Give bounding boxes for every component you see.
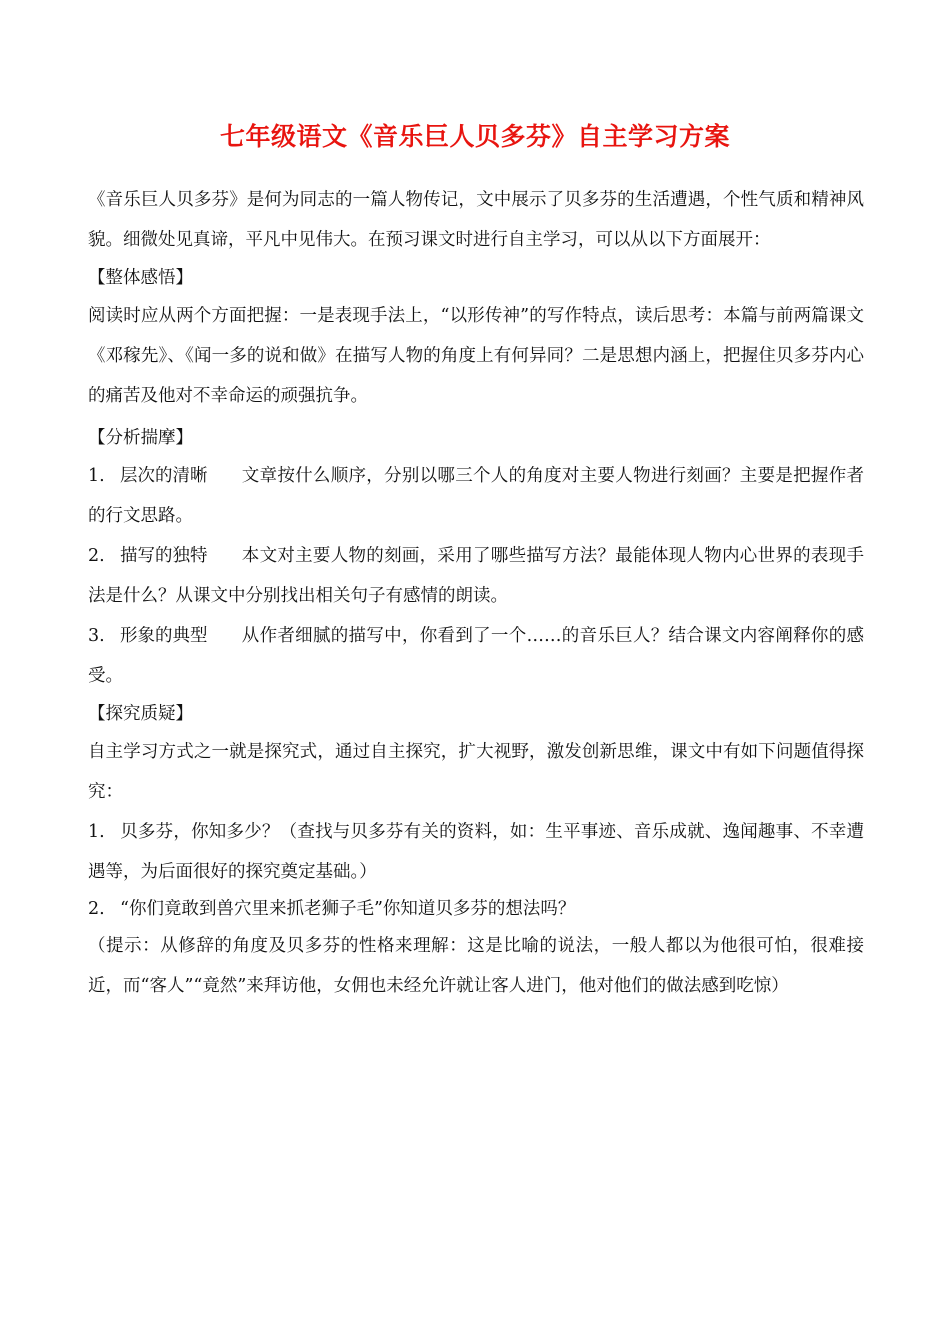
question-text: “你们竟敢到兽穴里来抓老狮子毛”你知道贝多芬的想法吗？ bbox=[120, 899, 576, 919]
item-number: 2. bbox=[88, 546, 105, 566]
document-body bbox=[88, 180, 864, 1006]
analysis-item-2 bbox=[88, 536, 864, 616]
item-text: 文章按什么顺序，分别以哪三个人的角度对主要人物进行刻画？主要是把握作者的行文思路。 bbox=[88, 466, 864, 526]
hint-paragraph: （提示：从修辞的角度及贝多芬的性格来理解：这是比喻的说法，一般人都以为他很可怕，很难接近，而“客人”“竟然”来拜访他，女佣也未经允许就让客人进门，他对他们的做法感到吃惊） bbox=[88, 936, 864, 996]
item-label: 描写的独特 bbox=[120, 546, 208, 566]
inquiry-paragraph: 自主学习方式之一就是探究式，通过自主探究，扩大视野，激发创新思维，课文中有如下问题值得探究： bbox=[88, 742, 864, 802]
overall-paragraph: 阅读时应从两个方面把握：一是表现手法上，“以形传神”的写作特点，读后思考：本篇与前两篇课文《邓稼先》、《闻一多的说和做》在描写人物的角度上有何异同？二是思想内涵上，把握住贝多芬内心的痛苦及他对不幸命运的顽强抗争。 bbox=[88, 306, 864, 406]
analysis-item-3 bbox=[88, 616, 864, 696]
item-text: 本文对主要人物的刻画，采用了哪些描写方法？最能体现人物内心世界的表现手法是什么？从课文中分别找出相关句子有感情的朗读。 bbox=[88, 546, 864, 606]
item-number: 3. bbox=[88, 626, 105, 646]
intro-paragraph: 《音乐巨人贝多芬》是何为同志的一篇人物传记，文中展示了贝多芬的生活遭遇，个性气质和精神风貌。细微处见真谛，平凡中见伟大。在预习课文时进行自主学习，可以从以下方面展开： bbox=[88, 190, 864, 250]
item-text: 从作者细腻的描写中，你看到了一个……的音乐巨人？结合课文内容阐释你的感受。 bbox=[88, 626, 864, 686]
analysis-item-1 bbox=[88, 456, 864, 536]
document-title: 七年级语文《音乐巨人贝多芬》自主学习方案 bbox=[219, 122, 730, 151]
inquiry-question-1 bbox=[88, 812, 864, 892]
question-text: 贝多芬，你知多少？（查找与贝多芬有关的资料，如：生平事迹、音乐成就、逸闻趣事、不幸遭遇等，为后面很好的探究奠定基础。） bbox=[88, 822, 864, 882]
section-heading-analysis: 【分析揣摩】 bbox=[88, 428, 193, 448]
section-heading-inquiry: 【探究质疑】 bbox=[88, 704, 193, 724]
item-number: 1. bbox=[88, 466, 105, 486]
item-label: 形象的典型 bbox=[120, 626, 208, 646]
inquiry-question-2 bbox=[88, 892, 864, 926]
question-number: 2. bbox=[88, 899, 105, 919]
question-number: 1. bbox=[88, 822, 105, 842]
item-label: 层次的清晰 bbox=[120, 466, 208, 486]
section-heading-overall: 【整体感悟】 bbox=[88, 268, 193, 288]
